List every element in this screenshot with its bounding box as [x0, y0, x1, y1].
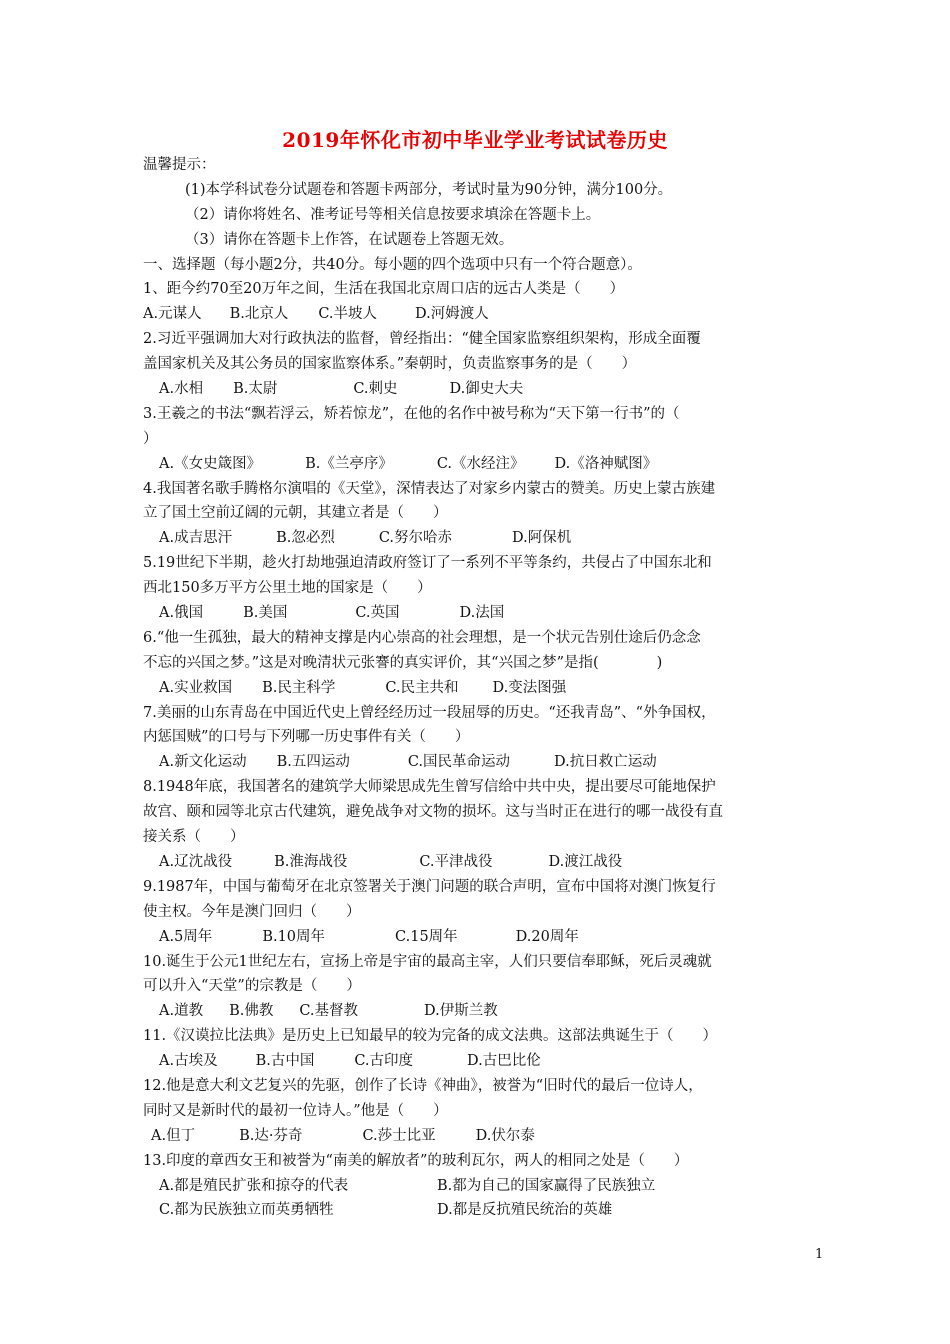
answer-option[interactable]: D.伊斯兰教	[424, 1003, 498, 1020]
question-text: 13.印度的章西女王和被誉为“南美的解放者”的玻利瓦尔，两人的相同之处是（ ）	[143, 1152, 689, 1169]
answer-option[interactable]: D.御史大夫	[449, 381, 524, 398]
answer-option[interactable]: D.阿保机	[512, 530, 572, 547]
question-7	[143, 701, 818, 776]
exam-content	[143, 153, 818, 1223]
answer-option[interactable]: A.古埃及	[159, 1053, 218, 1070]
answer-option[interactable]: B.民主科学	[262, 679, 336, 696]
section-heading: 一、选择题（每小题2分，共40分。每小题的四个选项中只有一个符合题意）。	[143, 256, 642, 273]
answer-option[interactable]: D.《洛神赋图》	[554, 455, 658, 472]
answer-option[interactable]: B.达·芬奇	[239, 1127, 303, 1144]
tip-item: (1)本学科试卷分试题卷和答题卡两部分，考试时量为90分钟，满分100分。	[185, 181, 673, 198]
question-text: 1、距今约70至20万年之间，生活在我国北京周口店的远古人类是（ ）	[143, 281, 625, 298]
question-text: 盖国家机关及其公务员的国家监察体系。”秦朝时，负责监察事务的是（ ）	[143, 356, 637, 373]
answer-option[interactable]: A.都是殖民扩张和掠夺的代表	[159, 1177, 349, 1194]
options-row	[143, 925, 818, 950]
answer-option[interactable]: C.刺史	[353, 381, 398, 398]
answer-option[interactable]: A.新文化运动	[159, 754, 247, 771]
question-9	[143, 875, 818, 950]
question-text: 7.美丽的山东青岛在中国近代史上曾经经历过一段屈辱的历史。“还我青岛”、“外争国权，	[143, 704, 716, 721]
question-4	[143, 477, 818, 552]
tips-heading: 温馨提示：	[143, 157, 216, 173]
answer-option[interactable]: C.15周年	[395, 928, 458, 945]
question-6	[143, 626, 818, 701]
answer-option[interactable]: A.俄国	[159, 605, 204, 622]
answer-option[interactable]: B.美国	[243, 605, 288, 622]
answer-option[interactable]: C.民主共和	[385, 679, 459, 696]
question-text: 同时又是新时代的最初一位诗人。”他是（ ）	[143, 1102, 448, 1119]
answer-option[interactable]: C.平津战役	[419, 853, 493, 870]
answer-option[interactable]: D.伏尔泰	[475, 1127, 535, 1144]
question-1	[143, 277, 818, 327]
page-number: 1	[815, 1247, 824, 1262]
question-text: 不忘的兴国之梦。”这是对晚清状元张謇的真实评价，其“兴国之梦”是指( )	[143, 654, 663, 671]
options-row	[143, 999, 818, 1024]
answer-option[interactable]: B.忽必烈	[276, 530, 335, 547]
answer-option[interactable]: B.《兰亭序》	[305, 455, 393, 472]
question-5	[143, 551, 818, 626]
answer-option[interactable]: A.道教	[159, 1003, 204, 1020]
answer-option[interactable]: B.五四运动	[276, 754, 350, 771]
question-11	[143, 1024, 818, 1074]
question-text: 使主权。今年是澳门回归（ ）	[143, 903, 361, 920]
answer-option[interactable]: B.太尉	[233, 381, 278, 398]
options-row	[143, 1174, 818, 1199]
options-row	[143, 850, 818, 875]
question-text: 5.19世纪下半期，趁火打劫地强迫清政府签订了一系列不平等条约，共侵占了中国东北和	[143, 555, 712, 572]
answer-option[interactable]: A.《女史箴图》	[159, 455, 262, 472]
tip-item: （3）请你在答题卡上作答，在试题卷上答题无效。	[185, 231, 514, 248]
question-text: 6.“他一生孤独，最大的精神支撑是内心崇高的社会理想，是一个状元告别仕途后仍念念	[143, 629, 701, 646]
answer-option[interactable]: C.古印度	[354, 1053, 414, 1070]
question-text: 12.他是意大利文艺复兴的先驱，创作了长诗《神曲》，被誉为“旧时代的最后一位诗人，	[143, 1077, 703, 1094]
answer-option[interactable]: B.北京人	[229, 306, 289, 323]
answer-option[interactable]: C.基督教	[299, 1003, 359, 1020]
question-text: 接关系（ ）	[143, 829, 245, 846]
question-text: 西北150多万平方公里土地的国家是（ ）	[143, 580, 432, 597]
options-row	[143, 601, 818, 626]
answer-option[interactable]: B.淮海战役	[274, 853, 348, 870]
answer-option[interactable]: C.努尔哈赤	[378, 530, 453, 547]
answer-option[interactable]: D.抗日救亡运动	[554, 754, 657, 771]
options-row	[143, 676, 818, 701]
exam-title: 2019年怀化市初中毕业学业考试试卷历史	[282, 128, 668, 152]
answer-option[interactable]: C.《水经注》	[436, 455, 525, 472]
question-text: 内惩国贼”的口号与下列哪一历史事件有关（ ）	[143, 729, 470, 746]
question-text: ）	[143, 430, 158, 447]
answer-option[interactable]: C.都为民族独立而英勇牺牲	[159, 1202, 334, 1219]
answer-option[interactable]: C.半坡人	[318, 306, 378, 323]
answer-option[interactable]: A.5周年	[159, 928, 213, 945]
tip-item: （2）请你将姓名、准考证号等相关信息按要求填涂在答题卡上。	[185, 206, 601, 223]
question-text: 10.诞生于公元1世纪左右，宣扬上帝是宇宙的最高主宰，人们只要信奉耶稣，死后灵魂就	[143, 953, 712, 970]
answer-option[interactable]: A.但丁	[151, 1127, 196, 1144]
options-row	[143, 452, 818, 477]
answer-option[interactable]: A.辽沈战役	[159, 853, 233, 870]
question-3	[143, 402, 818, 477]
question-text: 故宫、颐和园等北京古代建筑，避免战争对文物的损坏。这与当时正在进行的哪一战役有直	[143, 804, 723, 821]
question-text: 可以升入“天堂”的宗教是（ ）	[143, 978, 361, 995]
answer-option[interactable]: A.成吉思汗	[159, 530, 233, 547]
question-text: 2.习近平强调加大对行政执法的监督，曾经指出：“健全国家监察组织架构，形成全面覆	[143, 331, 701, 348]
question-13	[143, 1149, 818, 1224]
question-text: 9.1987年，中国与葡萄牙在北京签署关于澳门问题的联合声明，宣布中国将对澳门恢复行	[143, 878, 716, 895]
answer-option[interactable]: D.古巴比伦	[467, 1053, 541, 1070]
options-row	[143, 526, 818, 551]
answer-option[interactable]: D.都是反抗殖民统治的英雄	[437, 1202, 613, 1219]
answer-option[interactable]: B.佛教	[229, 1003, 274, 1020]
question-text: 8.1948年底，我国著名的建筑学大师梁思成先生曾写信给中共中央，提出要尽可能地保护	[143, 779, 716, 796]
answer-option[interactable]: C.莎士比亚	[362, 1127, 436, 1144]
answer-option[interactable]: D.变法图强	[492, 679, 567, 696]
answer-option[interactable]: A.水相	[159, 381, 204, 398]
question-12	[143, 1074, 818, 1149]
question-list	[143, 277, 818, 1223]
answer-option[interactable]: D.20周年	[515, 928, 579, 945]
answer-option[interactable]: D.法国	[459, 605, 505, 622]
options-row	[143, 1198, 818, 1223]
answer-option[interactable]: B.古中国	[255, 1053, 315, 1070]
question-10	[143, 950, 818, 1025]
answer-option[interactable]: B.10周年	[262, 928, 326, 945]
question-text: 4.我国著名歌手腾格尔演唱的《天堂》，深情表达了对家乡内蒙古的赞美。历史上蒙古族建	[143, 480, 716, 497]
answer-option[interactable]: D.渡江战役	[548, 853, 623, 870]
answer-option[interactable]: A.实业救国	[159, 679, 233, 696]
options-row	[143, 302, 818, 327]
options-row	[143, 377, 818, 402]
question-text: 3.王羲之的书法“飘若浮云，矫若惊龙”，在他的名作中被号称为“天下第一行书”的（	[143, 405, 680, 422]
options-row	[143, 1049, 818, 1074]
answer-option[interactable]: C.英国	[355, 605, 400, 622]
answer-option[interactable]: A.元谋人	[143, 306, 202, 323]
question-text: 立了国土空前辽阔的元朝，其建立者是（ ）	[143, 505, 448, 522]
question-text: 11.《汉谟拉比法典》是历史上已知最早的较为完备的成文法典。这部法典诞生于（ ）	[143, 1028, 718, 1045]
options-row	[143, 1124, 818, 1149]
answer-option[interactable]: C.国民革命运动	[407, 754, 511, 771]
answer-option[interactable]: B.都为自己的国家赢得了民族独立	[437, 1177, 656, 1194]
question-8	[143, 775, 818, 875]
options-row	[143, 750, 818, 775]
question-2	[143, 327, 818, 402]
answer-option[interactable]: D.河姆渡人	[415, 306, 489, 323]
